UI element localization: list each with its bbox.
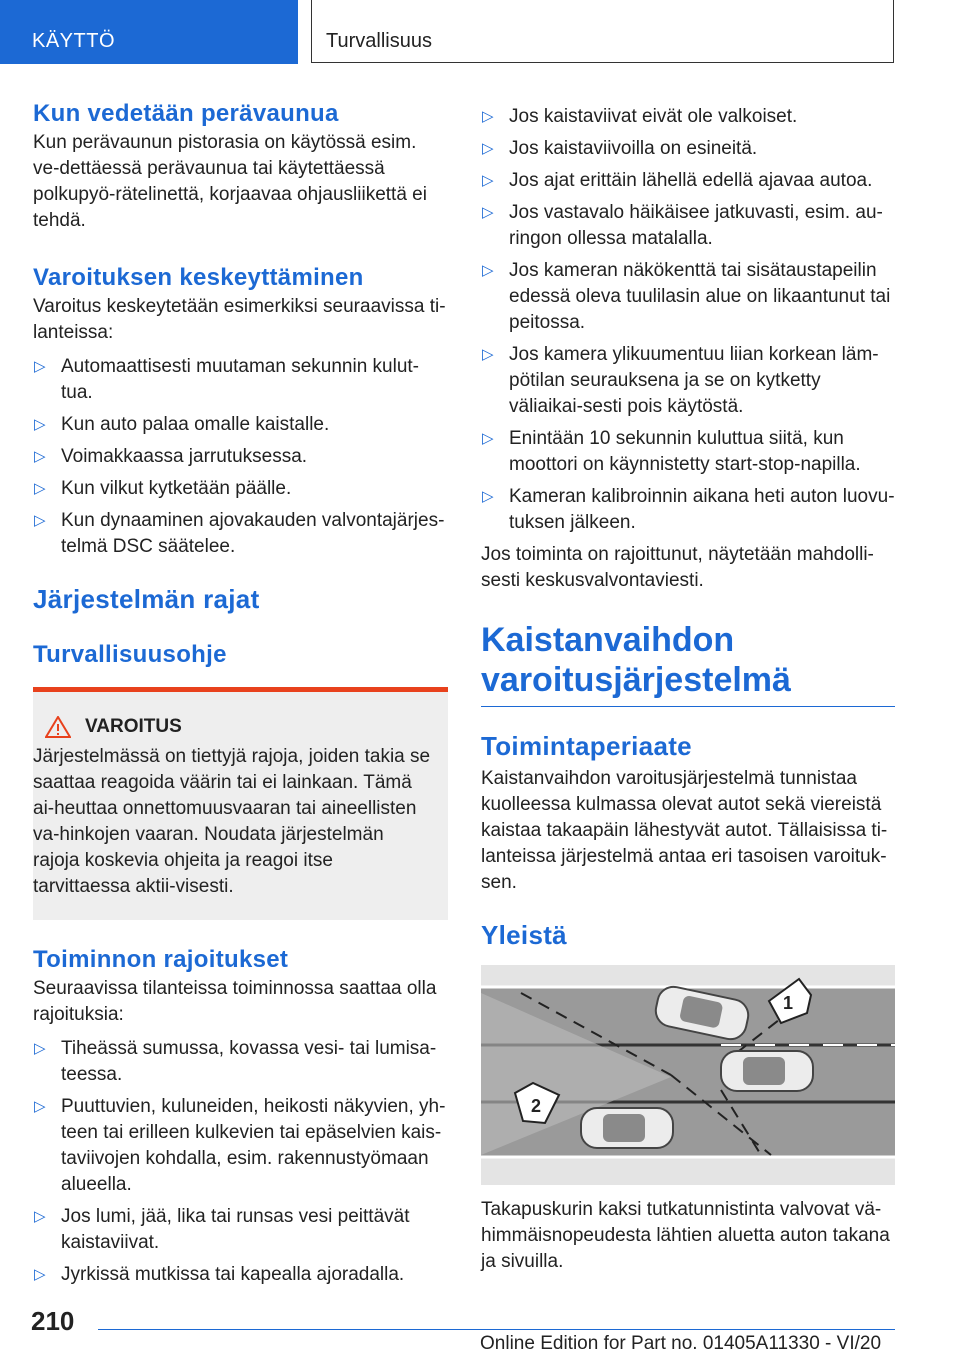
bullet-triangle-icon: ▷ (482, 430, 494, 447)
list-item: ▷ Kun vilkut kytketään päälle. (33, 476, 448, 502)
marker-1-label: 1 (783, 993, 794, 1013)
bullet-triangle-icon: ▷ (482, 204, 494, 221)
warning-triangle-icon (45, 716, 71, 738)
bullet-triangle-icon: ▷ (482, 262, 494, 279)
paragraph-restrictions: Seuraavissa tilanteissa toiminnossa saattaa olla rajoituksia: (33, 978, 437, 1025)
footer-rule (98, 1329, 895, 1330)
heading-lane-change-warning: Kaistanvaihdon varoitusjärjestelmä (481, 621, 791, 699)
heading-safety-note: Turvallisuusohje (33, 641, 227, 668)
heading-system-limits: Järjestelmän rajat (33, 584, 260, 614)
paragraph-operating-principle: Kaistanvaihdon varoitusjärjestelmä tunnistaa kuolleessa kulmassa olevat autot sekä viereistä kaistaa takaapäin lähestyvät autot. Tällaisissa ti-lanteissa järjestelmä antaa eri tasoisen varoituk-sen. (481, 768, 888, 893)
warning-title: VAROITUS (85, 716, 182, 737)
list-item: ▷ Jos kaistaviivoilla on esineitä. (481, 136, 895, 162)
list-item: ▷ Kameran kalibroinnin aikana heti auton luovu-tuksen jälkeen. (482, 486, 895, 533)
list-item: ▷ Puuttuvien, kuluneiden, heikosti näkyvien, yh-teen tai erilleen kulkevien tai epäselvien kais-taviivojen kohdalla, esim. rakennustyömaan alueella. (34, 1096, 446, 1195)
bullet-triangle-icon: ▷ (482, 140, 494, 157)
header-chapter-box (311, 0, 894, 63)
list-item: ▷ Jos kamera ylikuumentuu liian korkean läm-pötilan seurauksena ja se on kytketty väliaikai-sesti pois käytöstä. (482, 344, 879, 417)
list-item: ▷ Voimakkaassa jarrutuksessa. (33, 444, 448, 470)
header-section-label: KÄYTTÖ (32, 30, 116, 52)
illustration-svg (481, 965, 895, 1185)
heading-towing: Kun vedetään perävaunua (33, 100, 339, 127)
list-item: ▷ Kun auto palaa omalle kaistalle. (33, 412, 448, 438)
bullet-triangle-icon: ▷ (34, 1208, 46, 1225)
heading-operating-principle: Toimintaperiaate (481, 731, 692, 761)
bullet-triangle-icon: ▷ (34, 416, 46, 433)
list-item: ▷ Jos kameran näkökenttä tai sisätaustapeilin edessä oleva tuulilasin alue on likaantunut tai peitossa. (482, 260, 891, 333)
car-center-icon (721, 1051, 813, 1091)
lane-change-illustration (481, 965, 895, 1185)
warning-box (33, 687, 448, 920)
header-chapter-label: Turvallisuus (326, 30, 432, 52)
list-item: ▷ Jos lumi, jää, lika tai runsas vesi peittävät kaistaviivat. (34, 1206, 410, 1253)
warning-text: Järjestelmässä on tiettyjä rajoja, joiden takia se saattaa reagoida väärin tai ei lainkaan. Tämä ai-heuttaa onnettomuusvaaran tai aineellisten va-hinkojen vaaran. Noudata järjestelmän rajoja koskevia ohjeita ja reagoi itse tarvittaessa aktii-visesti. (33, 746, 431, 897)
car-bottom-icon (581, 1108, 673, 1148)
header-section-tab (0, 0, 298, 64)
list-item: ▷ Jyrkissä mutkissa tai kapealla ajoradalla. (33, 1262, 448, 1288)
bullet-triangle-icon: ▷ (482, 488, 494, 505)
list-item: ▷ Kun dynaaminen ajovakauden valvontajärjes-telmä DSC säätelee. (34, 510, 445, 557)
bullet-triangle-icon: ▷ (34, 358, 46, 375)
list-item: ▷ Tiheässä sumussa, kovassa vesi- tai lumisa-teessa. (34, 1038, 437, 1085)
heading-general: Yleistä (481, 920, 567, 950)
left-column (33, 100, 448, 1294)
chapter-heading-block (481, 620, 895, 707)
list-restrictions-continued (481, 104, 895, 536)
list-item: ▷ Enintään 10 sekunnin kuluttua siitä, kun moottori on käynnistetty start-stop-napilla. (482, 428, 861, 475)
paragraph-towing: Kun perävaunun pistorasia on käytössä esim. ve-dettäessä perävaunua tai käytettäessä polkupyö-rätelinettä, korjaavaa ohjausliikettä ei tehdä. (33, 132, 427, 231)
bullet-triangle-icon: ▷ (34, 1098, 46, 1115)
list-interrupt (33, 354, 448, 560)
bullet-triangle-icon: ▷ (482, 172, 494, 189)
bullet-triangle-icon: ▷ (482, 108, 494, 125)
heading-warning-interrupt: Varoituksen keskeyttäminen (33, 264, 364, 291)
bullet-triangle-icon: ▷ (34, 512, 46, 529)
paragraph-caption: Takapuskurin kaksi tutkatunnistinta valvovat vä-himmäisnopeudesta lähtien aluetta auton takana ja sivuilla. (481, 1199, 890, 1272)
right-column (481, 100, 895, 1275)
bullet-triangle-icon: ▷ (34, 448, 46, 465)
bullet-triangle-icon: ▷ (34, 1266, 46, 1283)
heading-function-restrictions: Toiminnon rajoitukset (33, 946, 289, 973)
warning-header (33, 716, 434, 738)
footer-edition: Online Edition for Part no. 01405A11330 - VI/20 (480, 1333, 882, 1354)
bullet-triangle-icon: ▷ (34, 480, 46, 497)
paragraph-warning-interrupt: Varoitus keskeytetään esimerkiksi seuraavissa ti-lanteissa: (33, 296, 446, 343)
list-item: ▷ Jos ajat erittäin lähellä edellä ajavaa autoa. (481, 168, 895, 194)
page-number: 210 (31, 1306, 75, 1336)
paragraph-limited-function: Jos toiminta on rajoittunut, näytetään mahdolli-sesti keskusvalvontaviesti. (481, 544, 874, 591)
list-restrictions (33, 1036, 448, 1288)
list-item: ▷ Jos vastavalo häikäisee jatkuvasti, esim. au-ringon ollessa matalalla. (482, 202, 883, 249)
bullet-triangle-icon: ▷ (482, 346, 494, 363)
list-item: ▷ Jos kaistaviivat eivät ole valkoiset. (481, 104, 895, 130)
marker-2-label: 2 (531, 1096, 542, 1116)
list-item: ▷ Automaattisesti muutaman sekunnin kulut-tua. (34, 356, 420, 403)
bullet-triangle-icon: ▷ (34, 1040, 46, 1057)
